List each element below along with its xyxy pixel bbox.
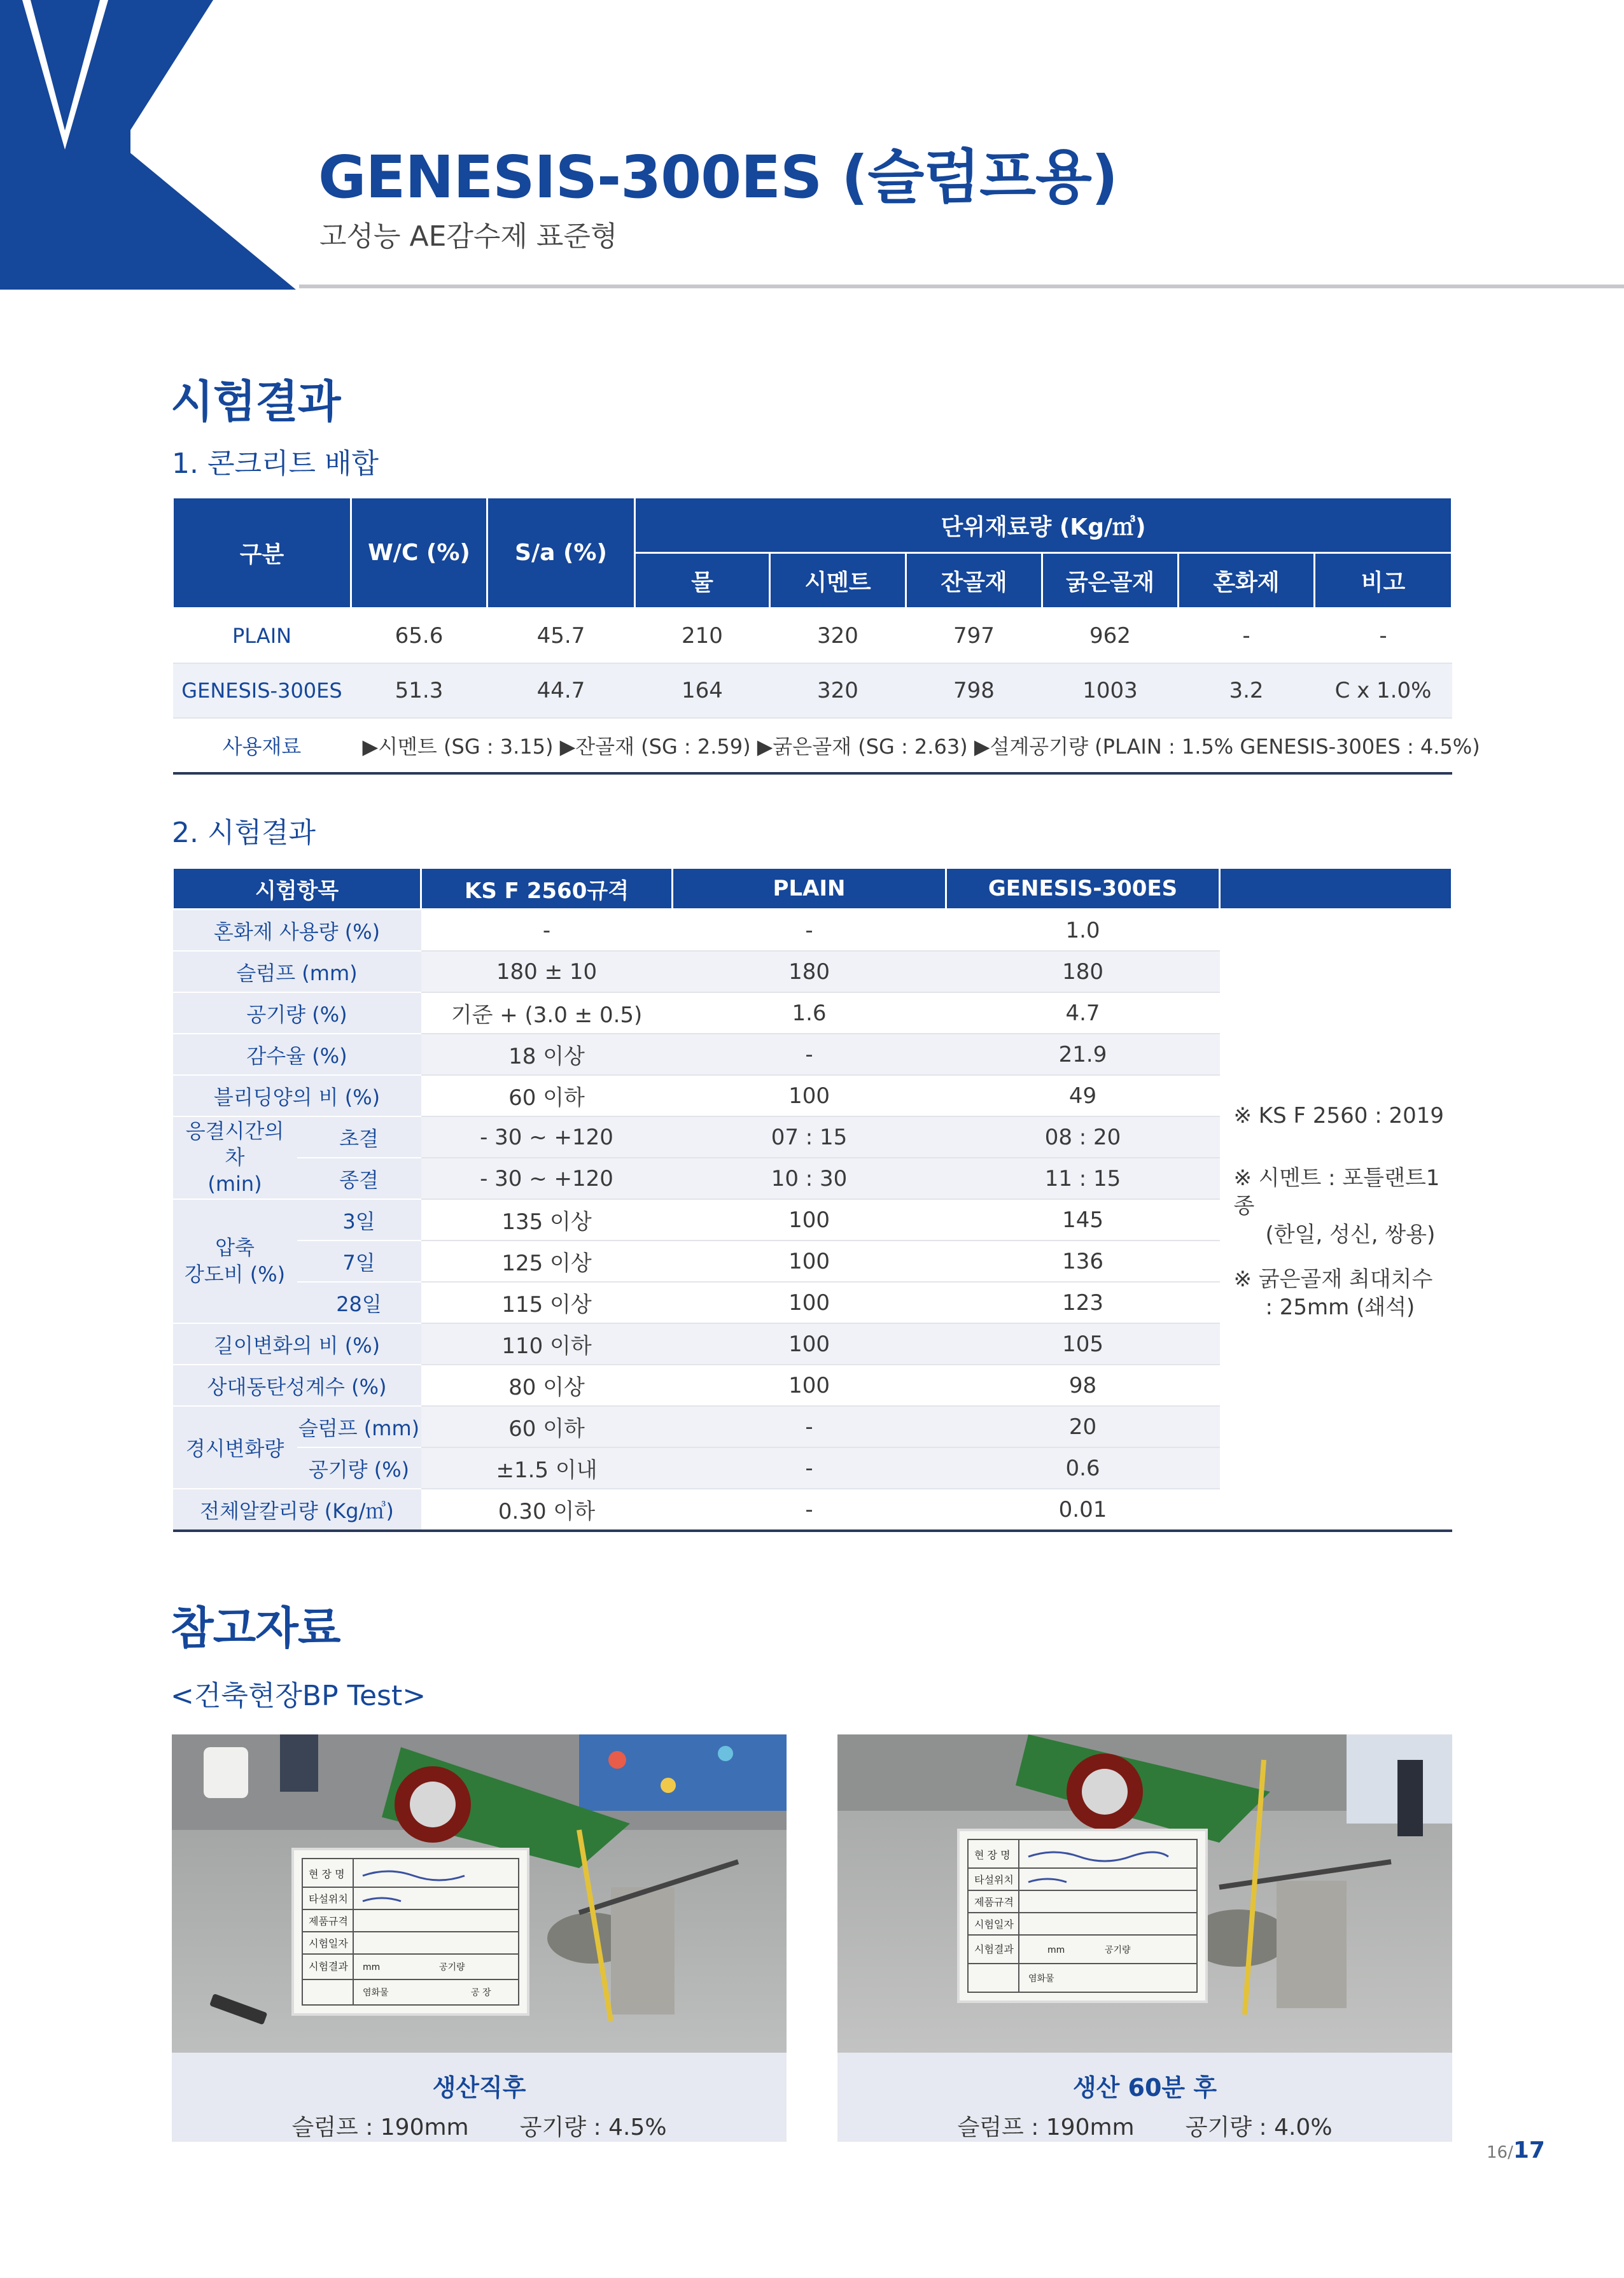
table-row — [173, 663, 1452, 718]
cell-gen: 20 — [946, 1406, 1220, 1447]
note-cement: ※ 시멘트 : 포틀랜트1종 (한일, 성신, 쌍용) — [1233, 1165, 1440, 1248]
row-item: 슬럼프 (mm) — [173, 951, 421, 992]
site-photo-1 — [172, 1734, 787, 2053]
table-row — [173, 718, 1452, 773]
site-photo-1-drawing — [172, 1734, 787, 2053]
board-label-date: 시험일자 — [974, 1918, 1014, 1930]
cell-plain: - — [673, 1034, 946, 1075]
board-label-air: 공기량 — [1105, 1945, 1131, 1955]
row-item: 길이변화의 비 (%) — [173, 1323, 421, 1365]
cell-plain: - — [673, 1489, 946, 1531]
cell-gen: 123 — [946, 1282, 1220, 1323]
cell-std: 125 이상 — [421, 1241, 673, 1282]
cell-std: 기준 + (3.0 ± 0.5) — [421, 992, 673, 1034]
site-photo-2 — [837, 1734, 1452, 2053]
board-label-plant: 공 장 — [471, 1988, 491, 1998]
col-water-header: 물 — [635, 553, 770, 608]
cell-plain: 100 — [673, 1199, 946, 1241]
col-notes-header — [1220, 868, 1452, 910]
cell-gen: 180 — [946, 951, 1220, 992]
row-item: 초결 — [297, 1116, 421, 1158]
board-label-result: 시험결과 — [974, 1943, 1014, 1955]
board-label-mm: mm — [363, 1962, 381, 1972]
col-cement-header: 시멘트 — [770, 553, 906, 608]
row-name: PLAIN — [173, 608, 351, 664]
photo-caption-1 — [172, 2053, 787, 2142]
page-total: 17 — [1513, 2137, 1545, 2163]
cell-water: 210 — [635, 608, 770, 664]
cell-gen: 49 — [946, 1075, 1220, 1116]
row-item: 7일 — [297, 1241, 421, 1282]
row-name: GENESIS-300ES — [173, 663, 351, 718]
col-wc-header: W/C (%) — [351, 498, 487, 608]
col-std-header: KS F 2560규격 — [421, 868, 673, 910]
result-table — [172, 867, 1453, 1532]
header-rule — [299, 285, 1624, 288]
cell-plain: 180 — [673, 951, 946, 992]
page-current: 16/ — [1487, 2143, 1513, 2162]
col-gen-header: GENESIS-300ES — [946, 868, 1220, 910]
cell-admix: 3.2 — [1179, 663, 1315, 718]
cell-admix: - — [1179, 608, 1315, 664]
cell-note: C x 1.0% — [1315, 663, 1452, 718]
cell-gen: 145 — [946, 1199, 1220, 1241]
table-row — [173, 910, 1452, 952]
notes-cell — [1220, 910, 1452, 1531]
cell-gen: 21.9 — [946, 1034, 1220, 1075]
cell-gen: 4.7 — [946, 992, 1220, 1034]
row-group-setting: 응결시간의 차 (min) — [173, 1116, 297, 1199]
row-item: 감수율 (%) — [173, 1034, 421, 1075]
row-item: 전체알칼리량 (Kg/㎥) — [173, 1489, 421, 1531]
col-plain-header: PLAIN — [673, 868, 946, 910]
cell-note: - — [1315, 608, 1452, 664]
refs-heading: 참고자료 — [171, 1602, 340, 1654]
photo-caption-2 — [837, 2053, 1452, 2142]
board-label-date: 시험일자 — [309, 1937, 348, 1950]
row-group-change: 경시변화량 — [173, 1406, 297, 1489]
board-label-result: 시험결과 — [309, 1960, 348, 1972]
cell-std: ±1.5 이내 — [421, 1447, 673, 1489]
board-label-site: 현 장 명 — [974, 1849, 1011, 1861]
cell-coarse: 962 — [1042, 608, 1179, 664]
row-item: 3일 — [297, 1199, 421, 1241]
cell-plain: 100 — [673, 1241, 946, 1282]
page-title: GENESIS-300ES (슬럼프용) — [318, 143, 1117, 211]
row-group-strength: 압축 강도비 (%) — [173, 1199, 297, 1323]
cell-gen: 136 — [946, 1241, 1220, 1282]
row-item: 슬럼프 (mm) — [297, 1406, 421, 1447]
note-aggregate: ※ 굵은골재 최대치수 : 25mm (쇄석) — [1233, 1266, 1433, 1320]
board-label-mm: mm — [1047, 1945, 1065, 1955]
cell-plain: 100 — [673, 1282, 946, 1323]
materials-label: 사용재료 — [173, 718, 351, 773]
cell-water: 164 — [635, 663, 770, 718]
row-item: 공기량 (%) — [173, 992, 421, 1034]
materials-text: ▶시멘트 (SG : 3.15) ▶잔골재 (SG : 2.59) ▶굵은골재 (SG : 2.63) ▶설계공기량 (PLAIN : 1.5% GENESIS-300ES : 4.5%) — [351, 718, 1452, 773]
cell-std: 135 이상 — [421, 1199, 673, 1241]
cell-cement: 320 — [770, 663, 906, 718]
row-item: 상대동탄성계수 (%) — [173, 1365, 421, 1406]
cell-plain: 07 : 15 — [673, 1116, 946, 1158]
cell-std: - 30 ~ +120 — [421, 1158, 673, 1199]
photo-caption-values: 슬럼프 : 190mm 공기량 : 4.0% — [957, 2114, 1333, 2141]
cell-gen: 0.6 — [946, 1447, 1220, 1489]
cell-sa: 45.7 — [487, 608, 635, 664]
table-row — [173, 608, 1452, 664]
cell-std: 115 이상 — [421, 1282, 673, 1323]
cell-std: - — [421, 910, 673, 952]
cell-plain: 100 — [673, 1075, 946, 1116]
col-fine-header: 잔골재 — [906, 553, 1042, 608]
cell-std: 0.30 이하 — [421, 1489, 673, 1531]
cell-wc: 51.3 — [351, 663, 487, 718]
cell-plain: 100 — [673, 1365, 946, 1406]
row-item: 종결 — [297, 1158, 421, 1199]
cell-std: 60 이하 — [421, 1406, 673, 1447]
col-unit-header: 단위재료량 (Kg/㎥) — [635, 498, 1452, 553]
row-item: 공기량 (%) — [297, 1447, 421, 1489]
cell-std: 60 이하 — [421, 1075, 673, 1116]
cell-gen: 08 : 20 — [946, 1116, 1220, 1158]
page-number — [1487, 2137, 1545, 2163]
col-admix-header: 혼화제 — [1179, 553, 1315, 608]
cell-std: - 30 ~ +120 — [421, 1116, 673, 1158]
board-label-position: 타설위치 — [974, 1874, 1014, 1886]
photo-caption-title: 생산직후 — [432, 2074, 526, 2102]
photo-card-1 — [172, 1734, 787, 2142]
k-logo — [0, 0, 299, 290]
col-item-header: 시험항목 — [173, 868, 421, 910]
cell-std: 80 이상 — [421, 1365, 673, 1406]
col-coarse-header: 굵은골재 — [1042, 553, 1179, 608]
photo-card-2 — [837, 1734, 1452, 2142]
cell-plain: - — [673, 1447, 946, 1489]
page-subtitle: 고성능 AE감수제 표준형 — [319, 220, 618, 253]
site-photo-2-drawing — [837, 1734, 1452, 2053]
board-label-spec: 제품규격 — [309, 1915, 348, 1927]
cell-plain: 100 — [673, 1323, 946, 1365]
row-item: 혼화제 사용량 (%) — [173, 910, 421, 952]
photo-caption-title: 생산 60분 후 — [1072, 2074, 1217, 2102]
cell-gen: 98 — [946, 1365, 1220, 1406]
col-group-header: 구분 — [173, 498, 351, 608]
note-standard: ※ KS F 2560 : 2019 — [1233, 1102, 1444, 1128]
board-label-chloride: 염화물 — [363, 1988, 389, 1998]
row-item: 블리딩양의 비 (%) — [173, 1075, 421, 1116]
cell-std: 18 이상 — [421, 1034, 673, 1075]
cell-std: 180 ± 10 — [421, 951, 673, 992]
cell-fine: 797 — [906, 608, 1042, 664]
cell-wc: 65.6 — [351, 608, 487, 664]
photo-caption-values: 슬럼프 : 190mm 공기량 : 4.5% — [291, 2114, 667, 2141]
cell-coarse: 1003 — [1042, 663, 1179, 718]
cell-gen: 11 : 15 — [946, 1158, 1220, 1199]
cell-cement: 320 — [770, 608, 906, 664]
results-heading: 시험결과 — [171, 376, 340, 428]
cell-sa: 44.7 — [487, 663, 635, 718]
col-sa-header: S/a (%) — [487, 498, 635, 608]
cell-plain: - — [673, 1406, 946, 1447]
cell-plain: 1.6 — [673, 992, 946, 1034]
cell-plain: - — [673, 910, 946, 952]
board-label-position: 타설위치 — [309, 1893, 348, 1905]
cell-gen: 0.01 — [946, 1489, 1220, 1531]
board-label-site: 현 장 명 — [309, 1868, 345, 1880]
cell-gen: 1.0 — [946, 910, 1220, 952]
mix-table — [172, 496, 1480, 775]
board-label-chloride: 염화물 — [1028, 1974, 1054, 1984]
col-note-header: 비고 — [1315, 553, 1452, 608]
result-subheading: 2. 시험결과 — [172, 817, 316, 849]
refs-subheading: <건축현장BP Test> — [171, 1680, 426, 1712]
board-label-spec: 제품규격 — [974, 1896, 1014, 1908]
cell-std: 110 이하 — [421, 1323, 673, 1365]
cell-fine: 798 — [906, 663, 1042, 718]
cell-plain: 10 : 30 — [673, 1158, 946, 1199]
mix-subheading: 1. 콘크리트 배합 — [172, 447, 379, 480]
board-label-air: 공기량 — [439, 1962, 465, 1972]
cell-gen: 105 — [946, 1323, 1220, 1365]
row-item: 28일 — [297, 1282, 421, 1323]
